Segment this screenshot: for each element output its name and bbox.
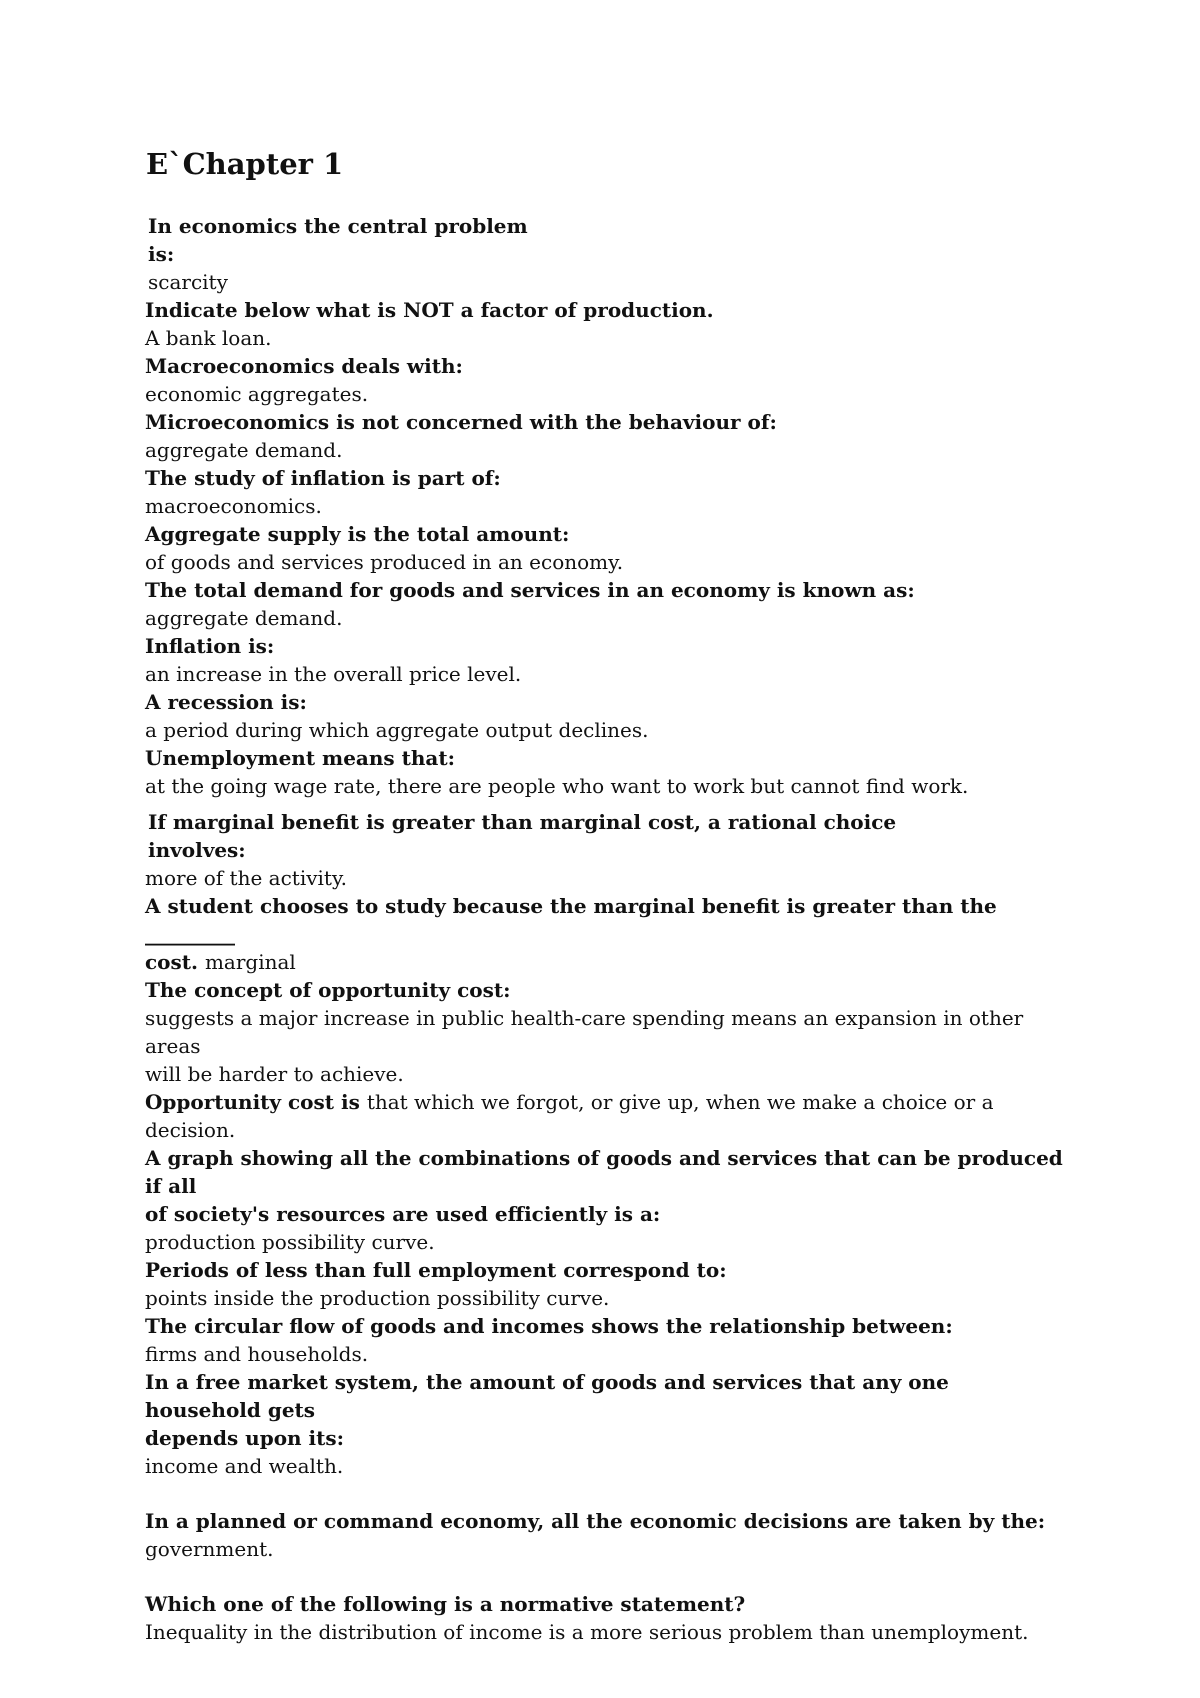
question-10: Unemployment means that: [145, 746, 456, 770]
question-3: Macroeconomics deals with: [145, 354, 463, 378]
question-15-cont: of society's resources are used efficiently is a: [145, 1202, 661, 1226]
question-18-cont: depends upon its: [145, 1426, 345, 1450]
answer-11: more of the activity. [145, 866, 347, 890]
question-5: The study of inflation is part of: [145, 466, 501, 490]
answer-2: A bank loan. [145, 326, 272, 350]
page-title: E`Chapter 1 [146, 147, 344, 181]
question-17: The circular flow of goods and incomes shows the relationship between: [145, 1314, 953, 1338]
answer-8: an increase in the overall price level. [145, 662, 522, 686]
answer-18: income and wealth. [145, 1454, 344, 1478]
answer-7: aggregate demand. [145, 606, 343, 630]
question-13: The concept of opportunity cost: [145, 978, 511, 1002]
question-7: The total demand for goods and services in an economy is known as: [145, 578, 915, 602]
question-1-cont: is: [148, 242, 175, 266]
question-11-cont: involves: [148, 838, 246, 862]
question-15: A graph showing all the combinations of goods and services that can be produced if all [145, 1146, 1063, 1198]
question-2: Indicate below what is NOT a factor of production. [145, 298, 714, 322]
question-19: In a planned or command economy, all the economic decisions are taken by the: [145, 1509, 1046, 1533]
answer-6: of goods and services produced in an economy. [145, 550, 624, 574]
answer-9: a period during which aggregate output declines. [145, 718, 649, 742]
spacer [145, 1563, 1065, 1590]
answer-10: at the going wage rate, there are people who want to work but cannot find work. [145, 774, 969, 798]
answer-16: points inside the production possibility curve. [145, 1286, 610, 1310]
answer-13-cont: will be harder to achieve. [145, 1062, 404, 1086]
answer-17: firms and households. [145, 1342, 369, 1366]
question-14 [145, 1088, 1065, 1144]
question-16: Periods of less than full employment correspond to: [145, 1258, 727, 1282]
answer-1: scarcity [148, 270, 228, 294]
question-9: A recession is: [145, 690, 307, 714]
question-4: Microeconomics is not concerned with the behaviour of: [145, 410, 777, 434]
answer-12: marginal [204, 950, 296, 974]
spacer [145, 800, 1065, 808]
answer-13: suggests a major increase in public health-care spending means an expansion in other areas [145, 1006, 1024, 1058]
spacer [145, 1480, 1065, 1507]
question-8: Inflation is: [145, 634, 275, 658]
answer-4: aggregate demand. [145, 438, 343, 462]
answer-3: economic aggregates. [145, 382, 369, 406]
answer-19: government. [145, 1537, 274, 1561]
question-11: If marginal benefit is greater than marginal cost, a rational choice [148, 810, 897, 834]
question-12-cont [145, 948, 1065, 976]
question-6: Aggregate supply is the total amount: [145, 522, 570, 546]
question-12-cont-text: cost. [145, 950, 198, 974]
answer-15: production possibility curve. [145, 1230, 435, 1254]
question-1: In economics the central problem [148, 214, 528, 238]
question-14-text: Opportunity cost is [145, 1090, 360, 1114]
answer-14: that which we forgot, or give up, when we make a choice or a decision. [145, 1090, 994, 1142]
question-18: In a free market system, the amount of goods and services that any one household gets [145, 1370, 949, 1422]
answer-20: Inequality in the distribution of income is a more serious problem than unemployment. [145, 1620, 1029, 1644]
qa-list [145, 212, 1065, 1646]
question-12: A student chooses to study because the marginal benefit is greater than the _________ [145, 894, 997, 946]
answer-5: macroeconomics. [145, 494, 322, 518]
question-20: Which one of the following is a normative statement? [145, 1592, 746, 1616]
